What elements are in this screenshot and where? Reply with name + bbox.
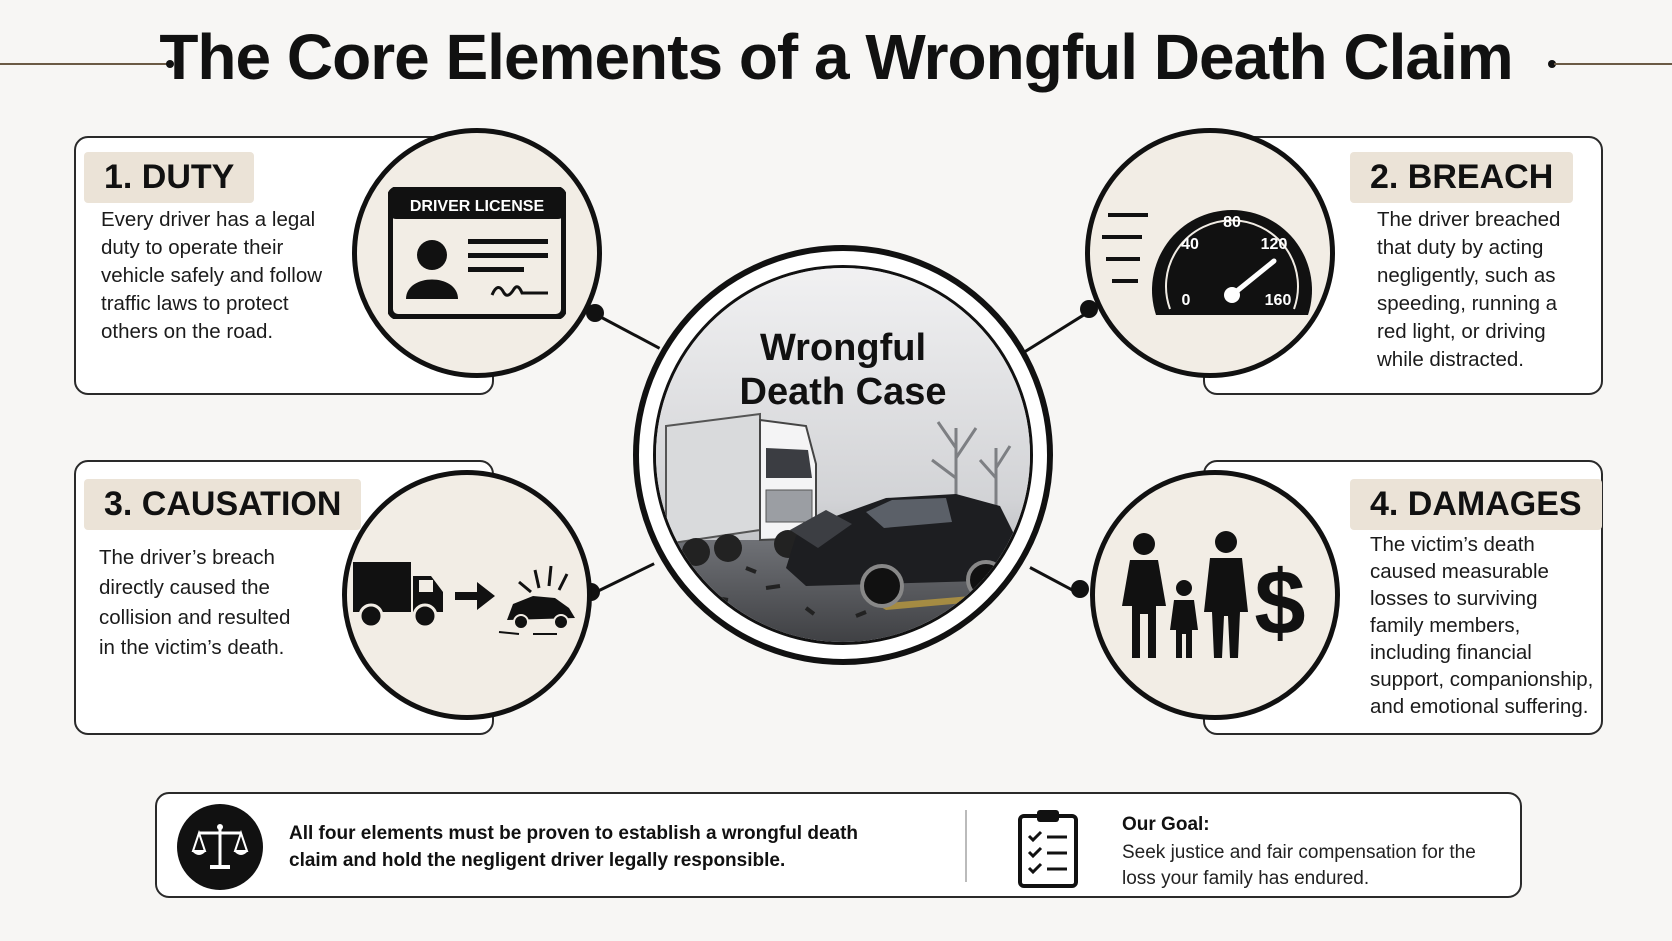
clipboard-checklist-icon <box>1017 808 1079 888</box>
causation-text: The driver’s breach directly caused the collision and resulted in the victim’s death. <box>99 546 291 659</box>
dollar-sign-icon: $ <box>1254 552 1306 654</box>
center-title <box>656 326 1030 414</box>
damages-text: The victim’s death caused measurable losses to surviving family members, including financial support, companionship, and emotional suffering. <box>1370 533 1594 718</box>
speed-tick-120: 120 <box>1260 236 1288 253</box>
goal-text: Seek justice and fair compensation for the loss your family has endured. <box>1122 842 1476 889</box>
breach-badge: 2. BREACH <box>1350 152 1573 203</box>
speedometer-icon <box>1102 183 1318 323</box>
duty-icon-circle <box>352 128 602 378</box>
center-circle <box>633 245 1053 665</box>
connector-duty <box>595 313 660 349</box>
crash-scene-illustration <box>656 268 1033 645</box>
speed-tick-40: 40 <box>1181 236 1199 253</box>
family-money-icon <box>1120 530 1310 660</box>
speed-tick-160: 160 <box>1264 292 1292 309</box>
duty-text: Every driver has a legal duty to operate their vehicle safely and follow traffic laws to protect others on the road. <box>101 208 323 343</box>
goal-title: Our Goal: <box>1122 814 1210 835</box>
summary-divider <box>965 810 967 882</box>
crash-scene-image <box>653 265 1033 645</box>
scales-of-justice-icon <box>177 804 263 890</box>
center-title-line-1: Wrongful <box>759 327 927 369</box>
damages-icon-circle <box>1090 470 1340 720</box>
breach-icon-circle <box>1085 128 1335 378</box>
summary-bar <box>155 792 1522 898</box>
summary-text: All four elements must be proven to establish a wrongful death claim and hold the negligent driver legally responsible. <box>289 823 859 871</box>
connector-causation <box>592 562 654 595</box>
center-title-line-2: Death Case <box>739 371 947 413</box>
truck-crash-icon <box>349 540 585 650</box>
page-title: The Core Elements of a Wrongful Death Claim <box>159 21 1513 93</box>
title-rule-right <box>1554 63 1672 65</box>
causation-icon-circle <box>342 470 592 720</box>
connector-breach <box>1021 311 1089 355</box>
damages-badge: 4. DAMAGES <box>1350 479 1602 530</box>
license-label: DRIVER LICENSE <box>409 198 545 215</box>
connector-dot-damages <box>1071 580 1089 598</box>
breach-text: The driver breached that duty by acting negligently, such as speeding, running a red light, or driving while distracted. <box>1377 208 1561 371</box>
duty-badge: 1. DUTY <box>84 152 254 203</box>
driver-license-icon <box>388 187 566 319</box>
speed-tick-80: 80 <box>1223 214 1241 231</box>
speed-tick-0: 0 <box>1181 292 1191 309</box>
connector-damages <box>1029 566 1076 593</box>
causation-badge: 3. CAUSATION <box>84 479 361 530</box>
